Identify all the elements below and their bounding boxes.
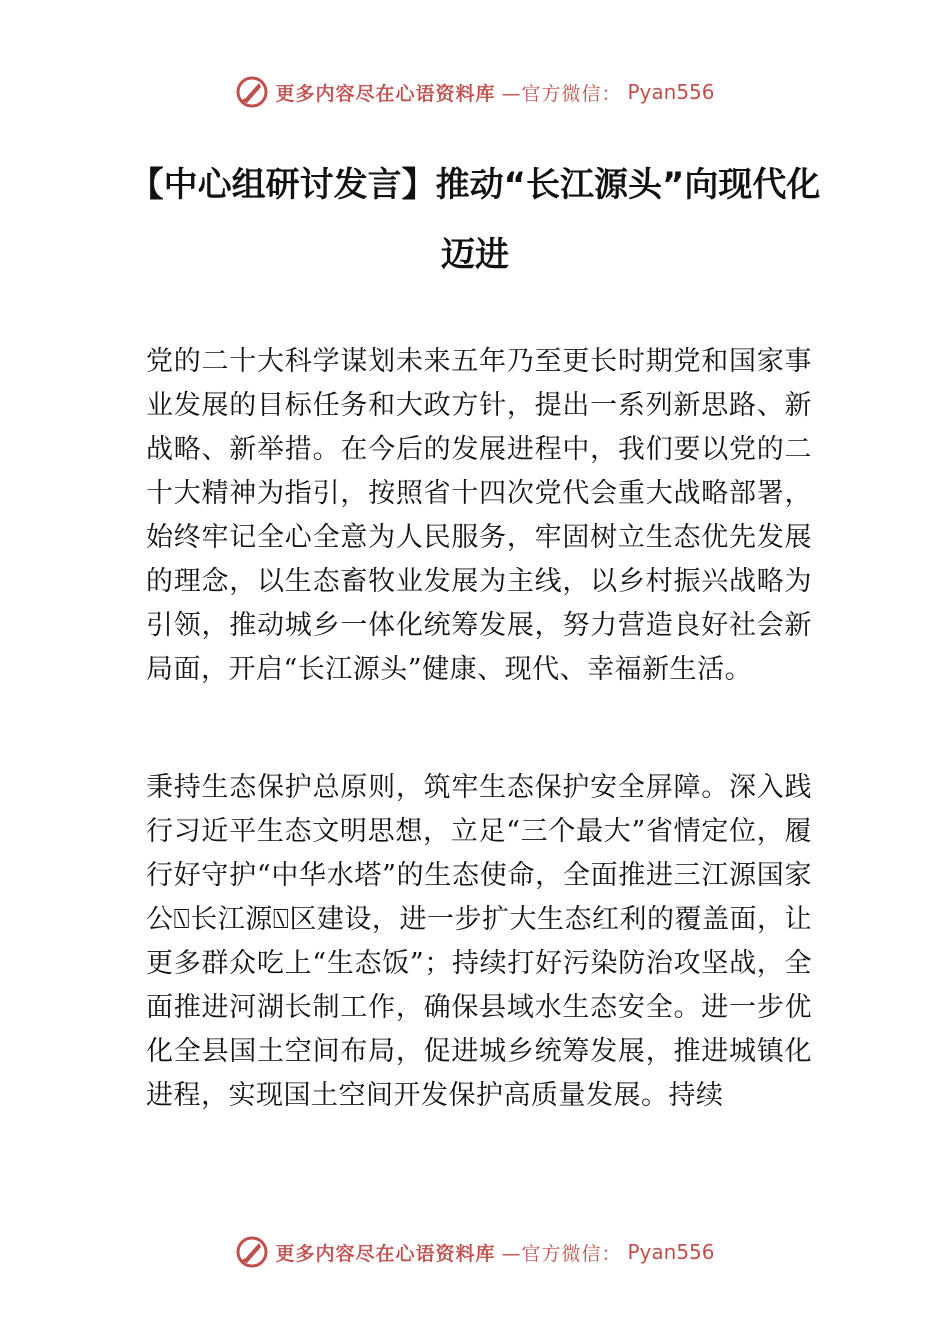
watermark-text: 更多内容尽在心语资料库 bbox=[275, 82, 496, 105]
watermark-text: 更多内容尽在心语资料库 bbox=[275, 1242, 496, 1265]
watermark-separator: —官方微信： bbox=[501, 82, 622, 105]
quill-logo-icon bbox=[235, 75, 269, 109]
quill-logo-icon bbox=[235, 1235, 269, 1269]
watermark-separator: —官方微信： bbox=[501, 1242, 622, 1265]
footer-watermark bbox=[0, 1232, 950, 1272]
watermark-handle: Pyan556 bbox=[627, 1240, 715, 1264]
document-title: 【中心组研讨发言】推动“长江源头”向现代化迈进 bbox=[129, 165, 821, 275]
paragraph-1: 党的二十大科学谋划未来五年乃至更长时期党和国家事业发展的目标任务和大政方针，提出一系列新思路、新战略、新举措。在今后的发展进程中，我们要以党的二十大精神为指引，按照省十四次党代会重大战略部署，始终牢记全心全意为人民服务，牢固树立生态优先发展的理念，以生态畜牧业发展为主线，以乡村振兴战略为引领，推动城乡一体化统筹发展，努力营造良好社会新局面，开启“长江源头”健康、现代、幸福新生活。 bbox=[146, 346, 812, 685]
header-watermark bbox=[0, 72, 950, 112]
watermark-handle: Pyan556 bbox=[627, 80, 715, 104]
paragraph-2: 秉持生态保护总原则，筑牢生态保护安全屏障。深入践行习近平生态文明思想，立足“三个最大”省情定位，履行好守护“中华水塔”的生态使命，全面推进三江源国家公⍂长江源⍂区建设，进一步扩大生态红利的覆盖面，让更多群众吃上“生态饭”；持续打好污染防治攻坚战，全面推进河湖长制工作，确保县域水生态安全。进一步优化全县国土空间布局，促进城乡统筹发展，推进城镇化进程，实现国土空间开发保护高质量发展。持续 bbox=[146, 772, 812, 1111]
